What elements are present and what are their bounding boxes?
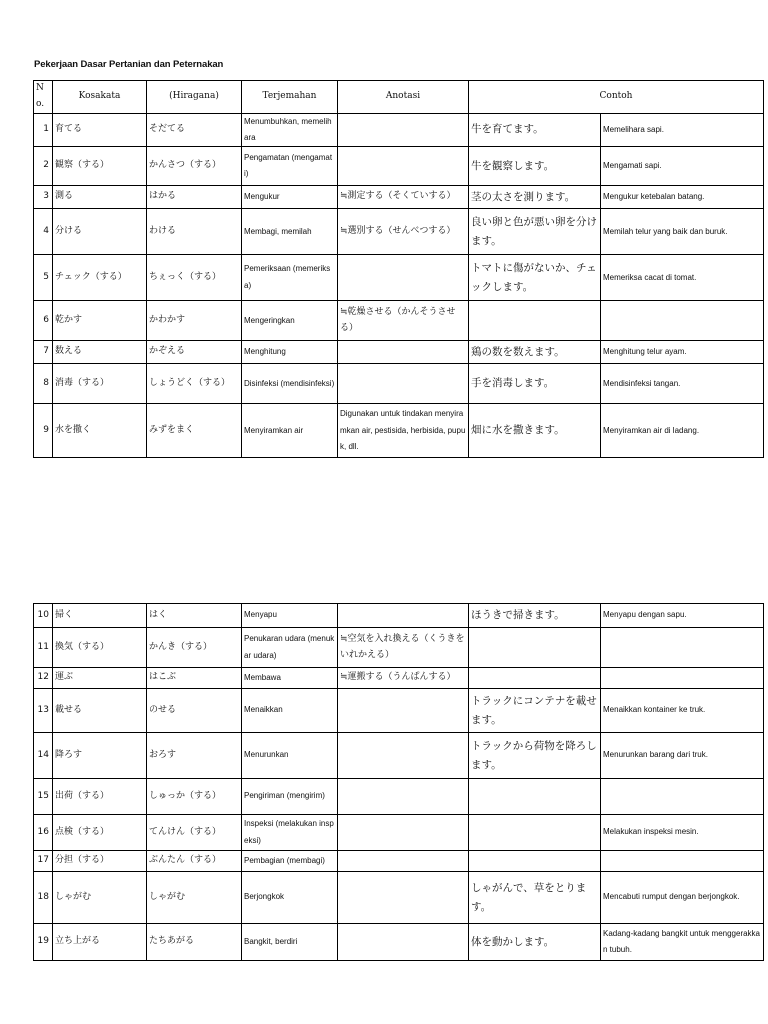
translation: Bangkit, berdiri [242, 924, 338, 961]
annotation [338, 341, 469, 364]
translation: Pembagian (membagi) [242, 851, 338, 872]
row-number: 1 [34, 113, 53, 147]
row-number: 5 [34, 255, 53, 301]
hiragana-reading: おろす [147, 733, 242, 779]
annotation [338, 689, 469, 733]
table-row [34, 341, 764, 364]
example-indonesian: Mengukur ketebalan batang. [601, 186, 764, 209]
vocabulary-word: 立ち上がる [53, 924, 147, 961]
vocabulary-word: 運ぶ [53, 668, 147, 689]
table-row [34, 779, 764, 815]
example-japanese: しゃがんで、草をとります。 [469, 872, 601, 924]
table-row [34, 872, 764, 924]
hiragana-reading: かわかす [147, 301, 242, 341]
example-japanese [469, 628, 601, 668]
hiragana-reading: わける [147, 209, 242, 255]
example-japanese: 手を消毒します。 [469, 364, 601, 404]
vocabulary-word: 水を撒く [53, 404, 147, 458]
vocabulary-word: 測る [53, 186, 147, 209]
vocabulary-word: 観察（する） [53, 147, 147, 186]
annotation [338, 815, 469, 851]
vocabulary-word: チェック（する） [53, 255, 147, 301]
example-japanese: 茎の太さを測ります。 [469, 186, 601, 209]
hiragana-reading: みずをまく [147, 404, 242, 458]
row-number: 14 [34, 733, 53, 779]
header-hiragana: (Hiragana) [147, 81, 242, 114]
example-japanese: 牛を観察します。 [469, 147, 601, 186]
table-row [34, 364, 764, 404]
example-indonesian: Kadang-kadang bangkit untuk menggerakkan tubuh. [601, 924, 764, 961]
example-japanese: トラックから荷物を降ろします。 [469, 733, 601, 779]
example-indonesian: Menyapu dengan sapu. [601, 604, 764, 628]
hiragana-reading: かんき（する） [147, 628, 242, 668]
annotation [338, 851, 469, 872]
row-number: 10 [34, 604, 53, 628]
example-japanese [469, 301, 601, 341]
table-row [34, 209, 764, 255]
annotation: ≒運搬する（うんぱんする） [338, 668, 469, 689]
vocabulary-table-2 [33, 603, 764, 961]
annotation: Digunakan untuk tindakan menyiramkan air, pestisida, herbisida, pupuk, dll. [338, 404, 469, 458]
translation: Disinfeksi (mendisinfeksi) [242, 364, 338, 404]
row-number: 2 [34, 147, 53, 186]
example-japanese: トマトに傷がないか、チェックします。 [469, 255, 601, 301]
example-japanese [469, 779, 601, 815]
table-row [34, 186, 764, 209]
example-japanese [469, 668, 601, 689]
translation: Menghitung [242, 341, 338, 364]
row-number: 16 [34, 815, 53, 851]
row-number: 11 [34, 628, 53, 668]
translation: Menyapu [242, 604, 338, 628]
vocabulary-word: 換気（する） [53, 628, 147, 668]
table-row [34, 113, 764, 147]
vocabulary-word: しゃがむ [53, 872, 147, 924]
table-row [34, 668, 764, 689]
hiragana-reading: はかる [147, 186, 242, 209]
example-japanese: 牛を育てます。 [469, 113, 601, 147]
annotation: ≒空気を入れ換える（くうきをいれかえる） [338, 628, 469, 668]
example-japanese: 畑に水を撒きます。 [469, 404, 601, 458]
vocabulary-word: 乾かす [53, 301, 147, 341]
table-header-row [34, 81, 764, 114]
example-indonesian: Menaikkan kontainer ke truk. [601, 689, 764, 733]
example-indonesian [601, 779, 764, 815]
row-number: 15 [34, 779, 53, 815]
annotation [338, 779, 469, 815]
translation: Membawa [242, 668, 338, 689]
example-japanese: トラックにコンテナを載せます。 [469, 689, 601, 733]
annotation [338, 255, 469, 301]
vocabulary-word: 点検（する） [53, 815, 147, 851]
example-indonesian: Mencabuti rumput dengan berjongkok. [601, 872, 764, 924]
example-japanese: ほうきで掃きます。 [469, 604, 601, 628]
annotation [338, 924, 469, 961]
header-terjemahan: Terjemahan [242, 81, 338, 114]
hiragana-reading: ぶんたん（する） [147, 851, 242, 872]
example-indonesian: Memelihara sapi. [601, 113, 764, 147]
hiragana-reading: はこぶ [147, 668, 242, 689]
translation: Menaikkan [242, 689, 338, 733]
translation: Membagi, memilah [242, 209, 338, 255]
row-number: 12 [34, 668, 53, 689]
document-title: Pekerjaan Dasar Pertanian dan Peternakan [34, 59, 224, 70]
hiragana-reading: はく [147, 604, 242, 628]
table-row [34, 851, 764, 872]
hiragana-reading: のせる [147, 689, 242, 733]
hiragana-reading: たちあがる [147, 924, 242, 961]
annotation: ≒選別する（せんべつする） [338, 209, 469, 255]
annotation [338, 733, 469, 779]
row-number: 7 [34, 341, 53, 364]
example-japanese: 鶏の数を数えます。 [469, 341, 601, 364]
table-row [34, 404, 764, 458]
hiragana-reading: しょうどく（する） [147, 364, 242, 404]
example-indonesian: Memilah telur yang baik dan buruk. [601, 209, 764, 255]
vocabulary-word: 出荷（する） [53, 779, 147, 815]
translation: Menumbuhkan, memelihara [242, 113, 338, 147]
table-row [34, 604, 764, 628]
example-indonesian: Menyiramkan air di ladang. [601, 404, 764, 458]
vocabulary-word: 消毒（する） [53, 364, 147, 404]
example-indonesian: Menurunkan barang dari truk. [601, 733, 764, 779]
vocabulary-word: 掃く [53, 604, 147, 628]
translation: Pemeriksaan (memeriksa) [242, 255, 338, 301]
example-japanese: 体を動かします。 [469, 924, 601, 961]
example-japanese [469, 815, 601, 851]
row-number: 17 [34, 851, 53, 872]
annotation: ≒乾燥させる（かんそうさせる） [338, 301, 469, 341]
hiragana-reading: かんさつ（する） [147, 147, 242, 186]
example-indonesian [601, 628, 764, 668]
row-number: 6 [34, 301, 53, 341]
row-number: 9 [34, 404, 53, 458]
table-row [34, 689, 764, 733]
vocabulary-word: 降ろす [53, 733, 147, 779]
translation: Mengeringkan [242, 301, 338, 341]
translation: Penukaran udara (menukar udara) [242, 628, 338, 668]
vocabulary-word: 分担（する） [53, 851, 147, 872]
example-indonesian: Mendisinfeksi tangan. [601, 364, 764, 404]
example-japanese: 良い卵と色が悪い卵を分けます。 [469, 209, 601, 255]
translation: Pengiriman (mengirim) [242, 779, 338, 815]
example-indonesian [601, 668, 764, 689]
example-indonesian [601, 301, 764, 341]
table-row [34, 924, 764, 961]
header-anotasi: Anotasi [338, 81, 469, 114]
annotation [338, 364, 469, 404]
translation: Inspeksi (melakukan inspeksi) [242, 815, 338, 851]
translation: Menurunkan [242, 733, 338, 779]
hiragana-reading: ちぇっく（する） [147, 255, 242, 301]
example-japanese [469, 851, 601, 872]
hiragana-reading: かぞえる [147, 341, 242, 364]
header-contoh: Contoh [469, 81, 764, 114]
row-number: 3 [34, 186, 53, 209]
table-row [34, 733, 764, 779]
example-indonesian: Mengamati sapi. [601, 147, 764, 186]
vocabulary-word: 育てる [53, 113, 147, 147]
annotation [338, 113, 469, 147]
annotation [338, 604, 469, 628]
hiragana-reading: しゃがむ [147, 872, 242, 924]
row-number: 13 [34, 689, 53, 733]
header-no: No. [34, 81, 53, 114]
vocabulary-word: 数える [53, 341, 147, 364]
hiragana-reading: そだてる [147, 113, 242, 147]
translation: Pengamatan (mengamati) [242, 147, 338, 186]
row-number: 19 [34, 924, 53, 961]
example-indonesian [601, 851, 764, 872]
table-row [34, 815, 764, 851]
vocabulary-table-1 [33, 80, 764, 458]
example-indonesian: Menghitung telur ayam. [601, 341, 764, 364]
vocabulary-word: 載せる [53, 689, 147, 733]
table-row [34, 628, 764, 668]
table-row [34, 301, 764, 341]
row-number: 8 [34, 364, 53, 404]
row-number: 4 [34, 209, 53, 255]
example-indonesian: Memeriksa cacat di tomat. [601, 255, 764, 301]
row-number: 18 [34, 872, 53, 924]
header-kosakata: Kosakata [53, 81, 147, 114]
hiragana-reading: しゅっか（する） [147, 779, 242, 815]
annotation: ≒測定する（そくていする） [338, 186, 469, 209]
table-row [34, 147, 764, 186]
annotation [338, 872, 469, 924]
hiragana-reading: てんけん（する） [147, 815, 242, 851]
translation: Mengukur [242, 186, 338, 209]
translation: Berjongkok [242, 872, 338, 924]
vocabulary-word: 分ける [53, 209, 147, 255]
translation: Menyiramkan air [242, 404, 338, 458]
table-row [34, 255, 764, 301]
annotation [338, 147, 469, 186]
example-indonesian: Melakukan inspeksi mesin. [601, 815, 764, 851]
